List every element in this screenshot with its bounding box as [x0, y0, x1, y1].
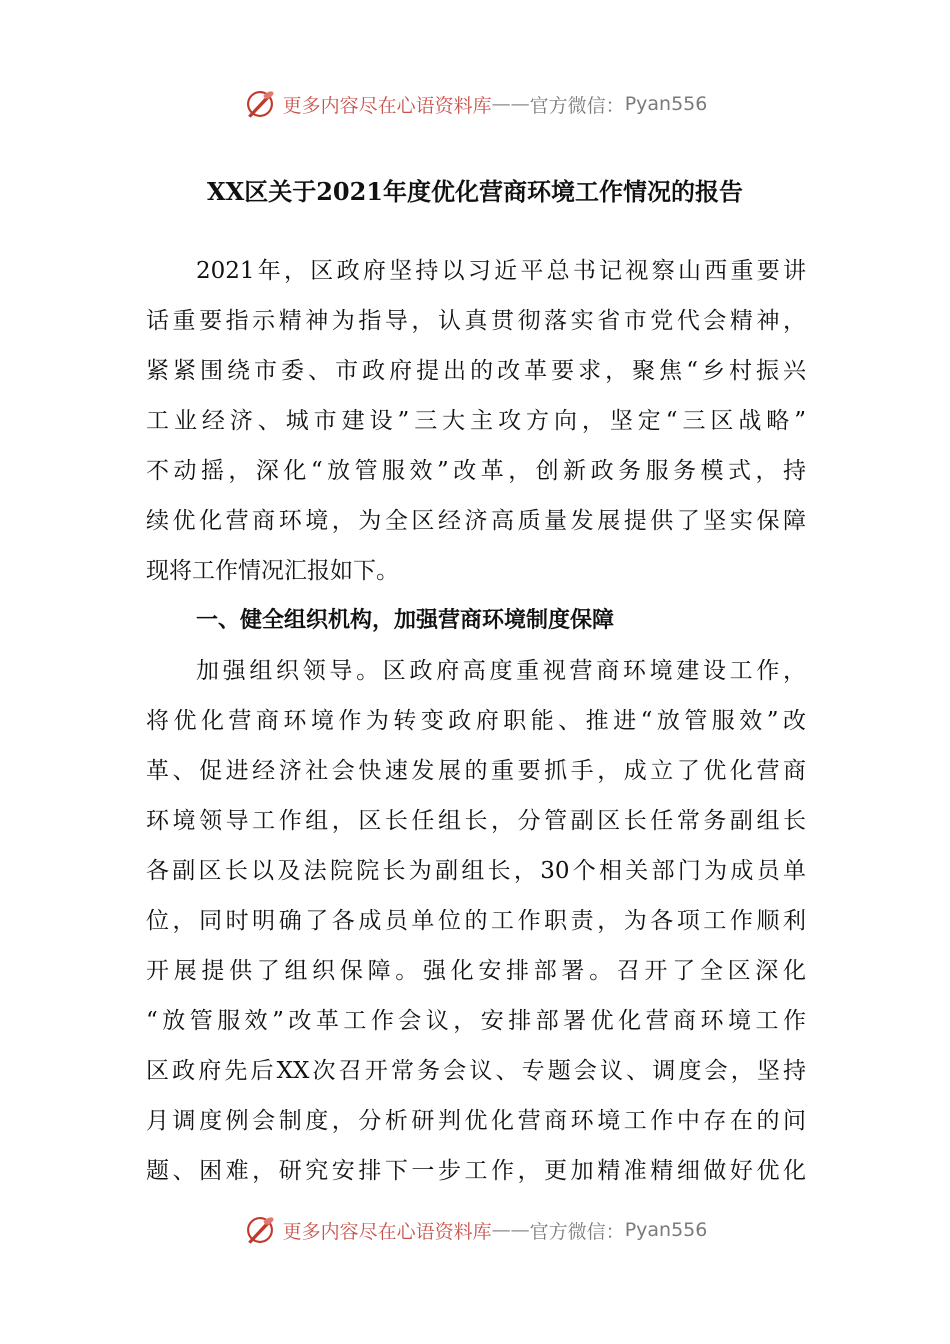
quill-logo-icon — [243, 87, 277, 121]
text-line: 各副区长以及法院院长为副组长，30个相关部门为成员单 — [146, 858, 806, 884]
banner-wechat-id: Pyan556 — [624, 93, 708, 115]
section-heading: 一、健全组织机构，加强营商环境制度保障 — [196, 608, 615, 633]
banner-wechat-label: 官方微信： — [529, 94, 625, 117]
banner-dash: — — [491, 93, 511, 115]
footer-watermark-banner — [0, 1210, 950, 1250]
banner-text: 更多内容尽在心语资料库 — [282, 1220, 492, 1243]
banner-text: 更多内容尽在心语资料库 — [282, 94, 492, 117]
text-line: “放管服效”改革工作会议，安排部署优化营商环境工作 — [146, 1008, 806, 1034]
text-line: 题、困难，研究安排下一步工作，更加精准精细做好优化 — [146, 1158, 806, 1184]
banner-dash-2: — — [510, 93, 530, 115]
banner-dash-2: — — [510, 1219, 530, 1241]
text-line: 环境领导工作组，区长任组长，分管副区长任常务副组长 — [146, 808, 806, 834]
header-watermark-banner — [0, 84, 950, 124]
banner-dash: — — [491, 1219, 511, 1241]
quill-logo-icon — [243, 1213, 277, 1247]
document-body — [146, 246, 806, 1196]
text-line: 现将工作情况汇报如下。 — [146, 558, 399, 584]
banner-wechat-label: 官方微信： — [529, 1220, 625, 1243]
text-line: 话重要指示精神为指导，认真贯彻落实省市党代会精神， — [146, 308, 806, 334]
text-line: 加强组织领导。区政府高度重视营商环境建设工作， — [196, 658, 806, 684]
document-title: XX区关于2021年度优化营商环境工作情况的报告 — [206, 177, 744, 206]
text-line: 革、促进经济社会快速发展的重要抓手，成立了优化营商 — [146, 758, 806, 784]
text-line: 位，同时明确了各成员单位的工作职责，为各项工作顺利 — [146, 908, 806, 934]
text-line: 工业经济、城市建设”三大主攻方向，坚定“三区战略” — [146, 408, 806, 434]
text-line: 月调度例会制度，分析研判优化营商环境工作中存在的问 — [146, 1108, 806, 1134]
text-line: 2021年，区政府坚持以习近平总书记视察山西重要讲 — [196, 258, 806, 284]
text-line: 将优化营商环境作为转变政府职能、推进“放管服效”改 — [146, 708, 806, 734]
text-line: 区政府先后XX次召开常务会议、专题会议、调度会，坚持 — [146, 1058, 806, 1084]
text-line: 紧紧围绕市委、市政府提出的改革要求，聚焦“乡村振兴 — [146, 358, 806, 384]
text-line: 开展提供了组织保障。强化安排部署。召开了全区深化 — [146, 958, 806, 984]
banner-wechat-id: Pyan556 — [624, 1219, 708, 1241]
text-line: 续优化营商环境，为全区经济高质量发展提供了坚实保障 — [146, 508, 806, 534]
text-line: 不动摇，深化“放管服效”改革，创新政务服务模式，持 — [146, 458, 806, 484]
